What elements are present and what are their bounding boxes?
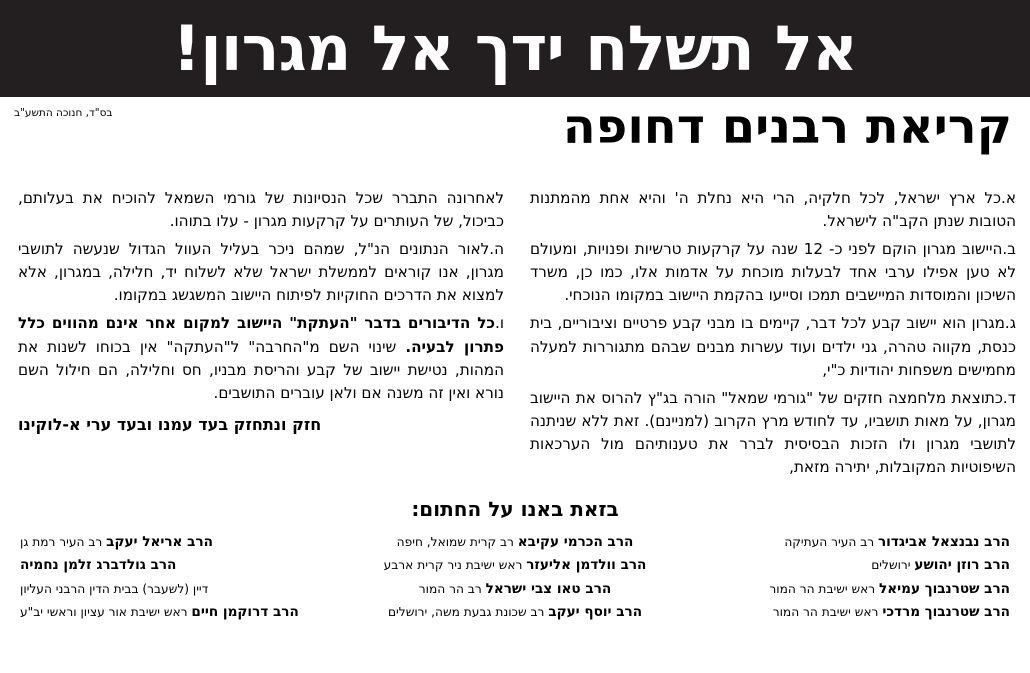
- paragraph-marker: ד.: [1002, 388, 1016, 407]
- paragraph: [530, 238, 1016, 307]
- signature-column-right: [14, 531, 343, 625]
- banner-title: אל תשלח ידך אל מגרון!: [172, 11, 858, 85]
- paragraph: [18, 238, 504, 307]
- signature-role: ראש ישיבת ניר קרית ארבע: [383, 558, 527, 573]
- signature-name: הרב יוסף יעקב: [548, 604, 643, 621]
- signature-role: רב הר המור: [418, 581, 486, 596]
- signature-role: ראש ישיבת אור עציון וראשי יב"ע: [20, 605, 192, 620]
- signature-role: רב שכונת גבעת משה, ירושלים: [387, 605, 549, 620]
- signature-entry: [20, 554, 343, 577]
- signature-name: הרב אריאל יעקב: [106, 534, 213, 550]
- paragraph: [530, 312, 1016, 381]
- signoff-line: חזק ונתחזק בעד עמנו ובעד ערי א-לוקינו: [18, 414, 322, 434]
- paragraph-text: כל ארץ ישראל, לכל חלקיה, הרי היא נחלת ה' והיא אחת מהמתנות הטובות שנתן הקב"ה לישראל.: [530, 189, 1016, 231]
- signature-name: הרב גולדברג זלמן נחמיה: [20, 557, 177, 574]
- signature-entry: [20, 531, 343, 554]
- paragraph-marker: א.: [1001, 189, 1016, 207]
- signature-column-left: [687, 531, 1016, 625]
- paragraph-marker: ה.: [489, 240, 504, 259]
- signature-name: הרב טאו צבי ישראל: [485, 580, 612, 597]
- page-title: קריאת רבנים דחופה: [562, 99, 1012, 155]
- paragraph: [18, 187, 504, 233]
- paragraph: [530, 387, 1016, 479]
- signature-role: רב העיר רמת גן: [20, 535, 107, 549]
- column-right: [530, 187, 1016, 491]
- signature-role: ראש ישיבת הר המור: [769, 581, 879, 596]
- signature-entry: [687, 601, 1010, 624]
- signature-role: ירושלים: [871, 558, 915, 573]
- signature-role: רב קרית שמואל, חיפה: [396, 535, 518, 549]
- signature-entry: [353, 531, 676, 554]
- signatures-block: [0, 531, 1030, 625]
- signature-name: הרב נבנצאל אביגדור: [878, 534, 1010, 550]
- body-columns: [0, 173, 1030, 491]
- paragraph-text: מגרון הוא יישוב קבע לכל דבר, קיימים בו מבני קבע פרטיים וציבוריים, בית כנסת, מקווה טהרה, גני ילדים ועוד עשרות מבנים שבהם מתגוררות למעלה מחמישים משפחות יהודיות כ"י,: [530, 314, 1016, 379]
- paragraph: [18, 312, 504, 404]
- paragraph-text: כתוצאת מלחמצה חזקים של "גורמי שמאל" הורה בג"ץ להרוס את היישוב מגרון, על מאות תושביו, עד לחודש מרץ הקרוב (למניינם). זאת ללא שניתנה לתושבי מגרון ולו הזכות הבסיסית לברר את טענותיהם מול הערכאות השיפוטיות המקובלות, יתירה מזאת,: [530, 388, 1016, 477]
- paragraph-marker: ג.: [1004, 314, 1016, 333]
- signatures-heading: בזאת באנו על החתום:: [411, 497, 619, 521]
- signature-role: רב העיר העתיקה: [784, 535, 878, 549]
- signature-role: ראש ישיבת הר המור: [772, 605, 883, 620]
- signature-name: הרב וולדמן אליעזר: [526, 557, 647, 574]
- banner: [0, 0, 1030, 97]
- signature-entry: [353, 554, 676, 577]
- signature-column-center: [353, 531, 676, 625]
- signature-name: הרב שטרנבוך מרדכי: [882, 604, 1010, 621]
- signature-entry: [20, 578, 343, 601]
- signature-name: הרב שטרנבוך עמיאל: [879, 580, 1010, 597]
- signature-entry: [687, 578, 1010, 601]
- paragraph-text: לאור הנתונים הנ"ל, שמהם ניכר בעליל העוול הגדול שנעשה לתושבי מגרון, אנו קוראים לממשלת ישראל שלא לשלוח יד, חלילה, במגרון, אלא למצוא את הדרכים החוקיות לפיתוח היישוב המשגשג במקומו.: [18, 240, 504, 305]
- subheader: [0, 97, 1030, 173]
- paragraph-marker: ב.: [1002, 240, 1016, 259]
- paragraph-bold-lead: כל הדיבורים בדבר "העתקת" היישוב למקום אחר אינם מהווים כלל פתרון לבעיה.: [18, 314, 504, 356]
- signature-name: הרב הכרמי עקיבא: [517, 534, 634, 550]
- paragraph: [530, 187, 1016, 233]
- signature-entry: [353, 578, 676, 601]
- signature-entry: [20, 601, 343, 624]
- paragraph-text: לאחרונה התברר שכל הנסיונות של גורמי השמאל להוכיח את בעלותם, כביכול, של העותרים על קרקעות מגרון - עלו בתוהו.: [18, 189, 504, 231]
- paragraph-text: שינוי השם מ"החרבה" ל"העתקה" אין בכוחו לשנות את המהות, נטישת יישוב של קבע והריסת מבניו, חס וחלילה, הם חילול השם נורא ואין זה משנה אם ולאן עוברים התושבים.: [18, 337, 504, 402]
- signature-role: דיין (לשעבר) בבית הדין הרבני העליון: [20, 581, 209, 596]
- paragraph-marker: ו.: [495, 314, 504, 333]
- signature-name: הרב דרוקמן חיים: [191, 604, 299, 621]
- bsd-date-note: בס"ד, חנוכה התשע"ב: [14, 107, 113, 119]
- paragraph-text: היישוב מגרון הוקם לפני כ- 12 שנה על קרקעות טרשיות ופנויות, ומעולם לא טען אפילו ערבי אחד לבעלות מוכחת על אדמות אלו, כמו כן, משרד השיכון והמוסדות המיישבים תמכו וסייעו בהקמת היישוב במקומו הנוכחי.: [530, 240, 1016, 305]
- column-left: [18, 187, 504, 491]
- signature-name: הרב רוזן יהושע: [914, 557, 1010, 574]
- signature-entry: [687, 554, 1010, 577]
- signature-entry: [687, 531, 1010, 554]
- signature-entry: [353, 601, 676, 624]
